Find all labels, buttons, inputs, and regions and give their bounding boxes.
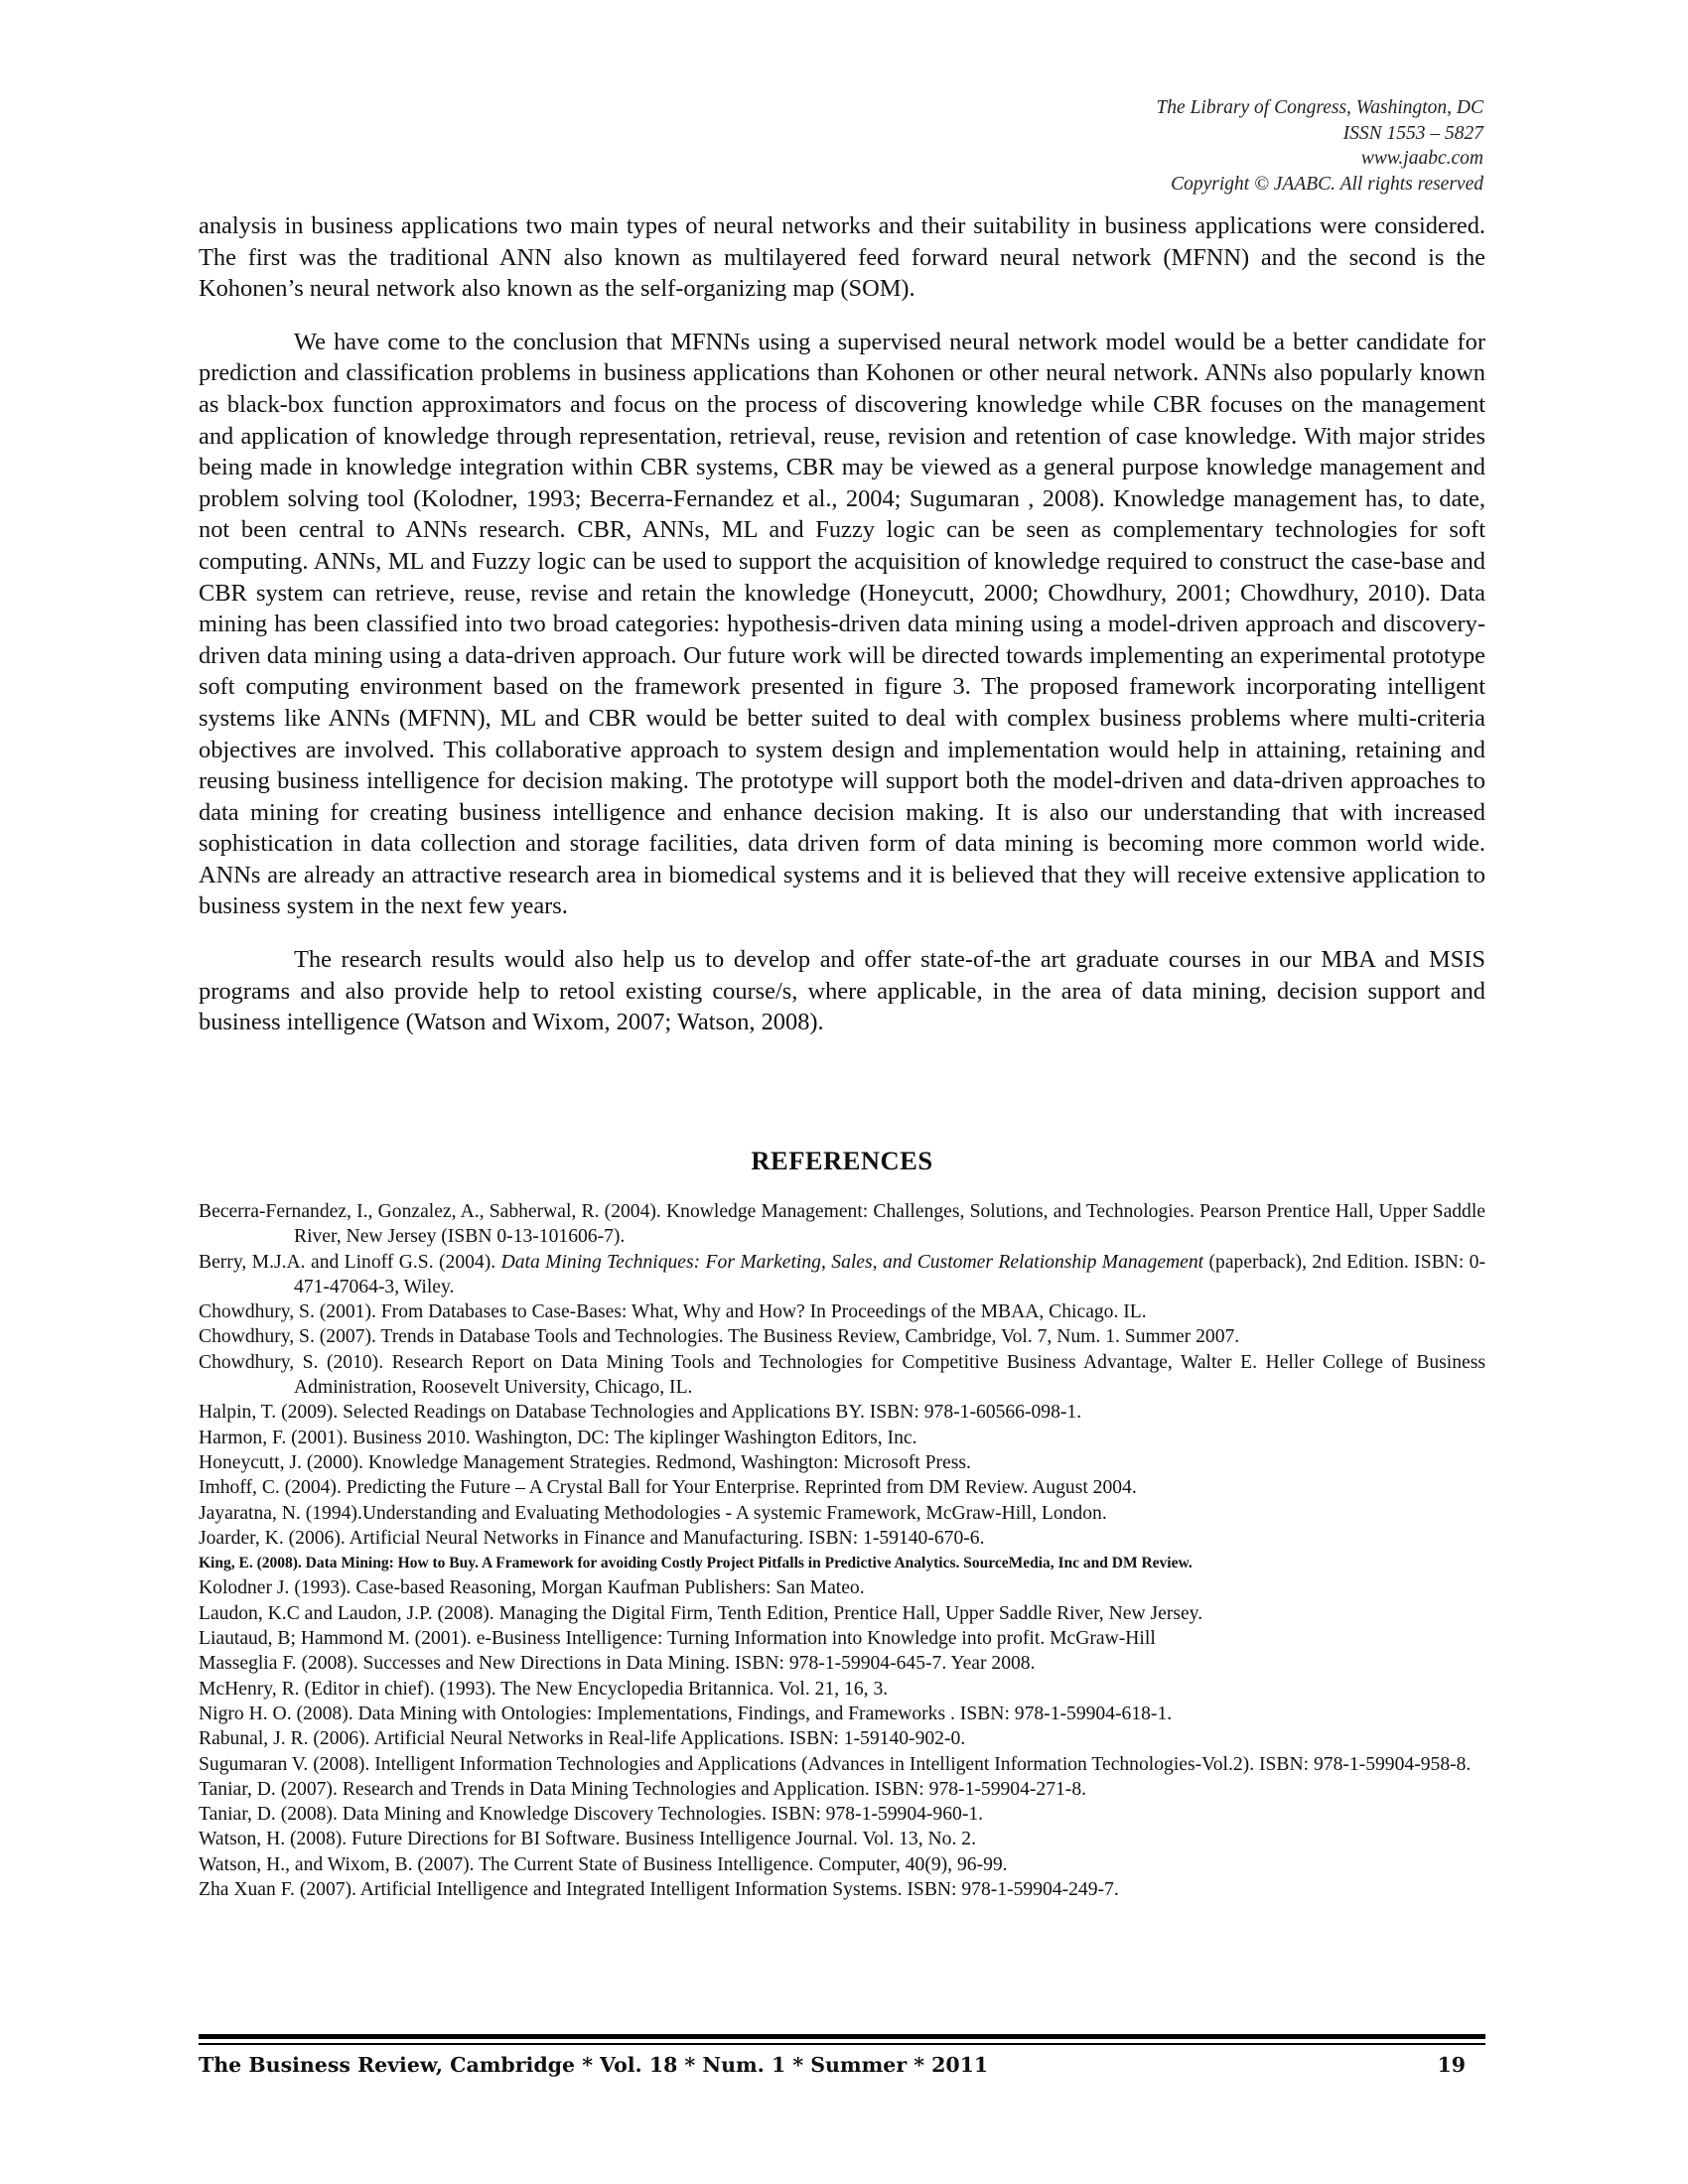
reference-item: Nigro H. O. (2008). Data Mining with Ontologies: Implementations, Findings, and Frameworks . ISBN: 978-1-59904-618-1. xyxy=(199,1703,1173,1724)
reference-details: (paperback), 2nd Edition. ISBN: 0-471-47064-3, Wiley. xyxy=(294,1251,1485,1297)
header-line-copyright: Copyright © JAABC. All rights reserved xyxy=(1171,173,1483,195)
header-line-issn: ISSN 1553 – 5827 xyxy=(1342,122,1483,144)
reference-item: Jayaratna, N. (1994).Understanding and Evaluating Methodologies - A systemic Framework, McGraw-Hill, London. xyxy=(199,1502,1107,1524)
references-heading: REFERENCES xyxy=(751,1146,933,1175)
reference-item: Rabunal, J. R. (2006). Artificial Neural Networks in Real-life Applications. ISBN: 1-59140-902-0. xyxy=(199,1728,966,1750)
reference-item: Watson, H. (2008). Future Directions for BI Software. Business Intelligence Journal. Vol. 13, No. 2. xyxy=(199,1829,976,1850)
reference-item: Taniar, D. (2008). Data Mining and Knowledge Discovery Technologies. ISBN: 978-1-59904-960-1. xyxy=(199,1804,984,1826)
reference-authors: Berry, M.J.A. and Linoff G.S. (2004). xyxy=(199,1251,501,1273)
reference-item: Chowdhury, S. (2001). From Databases to Case-Bases: What, Why and How? In Proceedings of the MBAA, Chicago. IL. xyxy=(199,1301,1147,1323)
header-line-website: www.jaabc.com xyxy=(1360,148,1483,169)
footer-rule-thick xyxy=(199,2034,1485,2039)
reference-item: Imhoff, C. (2004). Predicting the Future – A Crystal Ball for Your Enterprise. Reprinted from DM Review. August 2004. xyxy=(199,1477,1137,1499)
body-paragraph: The research results would also help us to develop and offer state-of-the art graduate courses in our MBA and MSIS programs and also provide help to retool existing course/s, where applicable, in the area of data mining, decision support and business intelligence (Watson and Wixom, 2007; Watson, 2008). xyxy=(199,946,1485,1036)
reference-item: Liautaud, B; Hammond M. (2001). e-Business Intelligence: Turning Information into Knowledge into profit. McGraw-Hill xyxy=(199,1628,1156,1650)
reference-item: McHenry, R. (Editor in chief). (1993). The New Encyclopedia Britannica. Vol. 21, 16, 3. xyxy=(199,1678,889,1700)
header-line-library: The Library of Congress, Washington, DC xyxy=(1156,97,1483,118)
reference-item: King, E. (2008). Data Mining: How to Buy. A Framework for avoiding Costly Project Pitfalls in Predictive Analytics. SourceMedia, Inc and DM Review. xyxy=(199,1555,1193,1572)
body-paragraph: analysis in business applications two main types of neural networks and their suitability in business applications were considered. The first was the traditional ANN also known as multilayered feed forward neural network (MFNN) and the second is the Kohonen’s neural network also known as the self-organizing map (SOM). xyxy=(199,212,1485,303)
reference-item: Zha Xuan F. (2007). Artificial Intelligence and Integrated Intelligent Information Systems. ISBN: 978-1-59904-249-7. xyxy=(199,1879,1119,1901)
reference-item xyxy=(199,1250,1485,1300)
reference-item: Becerra-Fernandez, I., Gonzalez, A., Sabherwal, R. (2004). Knowledge Management: Challenges, Solutions, and Technologies. Pearson Prentice Hall, Upper Saddle River, New Jersey (ISBN 0-13-101606-7). xyxy=(199,1201,1485,1248)
reference-item: Taniar, D. (2007). Research and Trends in Data Mining Technologies and Application. ISBN: 978-1-59904-271-8. xyxy=(199,1778,1087,1800)
body-text xyxy=(199,210,1485,1060)
page-number: 19 xyxy=(1437,2053,1466,2077)
reference-item: Laudon, K.C and Laudon, J.P. (2008). Managing the Digital Firm, Tenth Edition, Prentice Hall, Upper Saddle River, New Jersey. xyxy=(199,1602,1203,1624)
reference-item: Sugumaran V. (2008). Intelligent Information Technologies and Applications (Advances in Intelligent Information Technologies-Vol.2). ISBN: 978-1-59904-958-8. xyxy=(199,1753,1472,1775)
reference-item: Watson, H., and Wixom, B. (2007). The Current State of Business Intelligence. Computer, 40(9), 96-99. xyxy=(199,1853,1008,1875)
reference-item: Chowdhury, S. (2010). Research Report on Data Mining Tools and Technologies for Competitive Business Advantage, Walter E. Heller College of Business Administration, Roosevelt University, Chicago, IL. xyxy=(199,1351,1485,1399)
reference-item: Honeycutt, J. (2000). Knowledge Management Strategies. Redmond, Washington: Microsoft Press. xyxy=(199,1451,971,1473)
reference-book-title: Data Mining Techniques: For Marketing, Sales, and Customer Relationship Management xyxy=(500,1251,1204,1273)
reference-item: Masseglia F. (2008). Successes and New Directions in Data Mining. ISBN: 978-1-59904-645-7. Year 2008. xyxy=(199,1653,1036,1675)
reference-list xyxy=(199,1199,1485,1902)
reference-item: Halpin, T. (2009). Selected Readings on Database Technologies and Applications BY. ISBN: 978-1-60566-098-1. xyxy=(199,1402,1082,1424)
footer-rule-thin xyxy=(199,2043,1485,2045)
journal-header xyxy=(1156,95,1483,197)
reference-item: Kolodner J. (1993). Case-based Reasoning, Morgan Kaufman Publishers: San Mateo. xyxy=(199,1577,865,1599)
footer-journal-title: The Business Review, Cambridge * Vol. 18 * Num. 1 * Summer * 2011 xyxy=(199,2053,989,2077)
reference-item: Chowdhury, S. (2007). Trends in Database Tools and Technologies. The Business Review, Cambridge, Vol. 7, Num. 1. Summer 2007. xyxy=(199,1326,1240,1348)
body-paragraph: We have come to the conclusion that MFNNs using a supervised neural network model would be a better candidate for prediction and classification problems in business applications than Kohonen or other neural network. ANNs also popularly known as black-box function approximators and focus on the process of discovering knowledge while CBR focuses on the management and application of knowledge through representation, retrieval, reuse, revision and retention of case knowledge. With major strides being made in knowledge integration within CBR systems, CBR may be viewed as a general purpose knowledge management and problem solving tool (Kolodner, 1993; Becerra-Fernandez et al., 2004; Sugumaran , 2008). Knowledge management has, to date, not been central to ANNs research. CBR, ANNs, ML and Fuzzy logic can be seen as complementary technologies for soft computing. ANNs, ML and Fuzzy logic can be used to support the acquisition of knowledge required to construct the case-base and CBR system can retrieve, reuse, revise and retain the knowledge (Honeycutt, 2000; Chowdhury, 2001; Chowdhury, 2010). Data mining has been classified into two broad categories: hypothesis-driven data mining using a model-driven approach and discovery-driven data mining using a data-driven approach. Our future work will be directed towards implementing an experimental prototype soft computing environment based on the framework presented in figure 3. The proposed framework incorporating intelligent systems like ANNs (MFNN), ML and CBR would be better suited to deal with complex business problems where multi-criteria objectives are involved. This collaborative approach to system design and implementation would help in attaining, retaining and reusing business intelligence for decision making. The prototype will support both the model-driven and data-driven approaches to data mining for creating business intelligence and enhance decision making. It is also our understanding that with increased sophistication in data collection and storage facilities, data driven form of data mining is becoming more common world wide. ANNs are already an attractive research area in biomedical systems and it is believed that they will receive extensive application to business system in the next few years. xyxy=(199,328,1485,920)
reference-item: Joarder, K. (2006). Artificial Neural Networks in Finance and Manufacturing. ISBN: 1-59140-670-6. xyxy=(199,1527,985,1549)
reference-item: Harmon, F. (2001). Business 2010. Washington, DC: The kiplinger Washington Editors, Inc. xyxy=(199,1427,917,1448)
